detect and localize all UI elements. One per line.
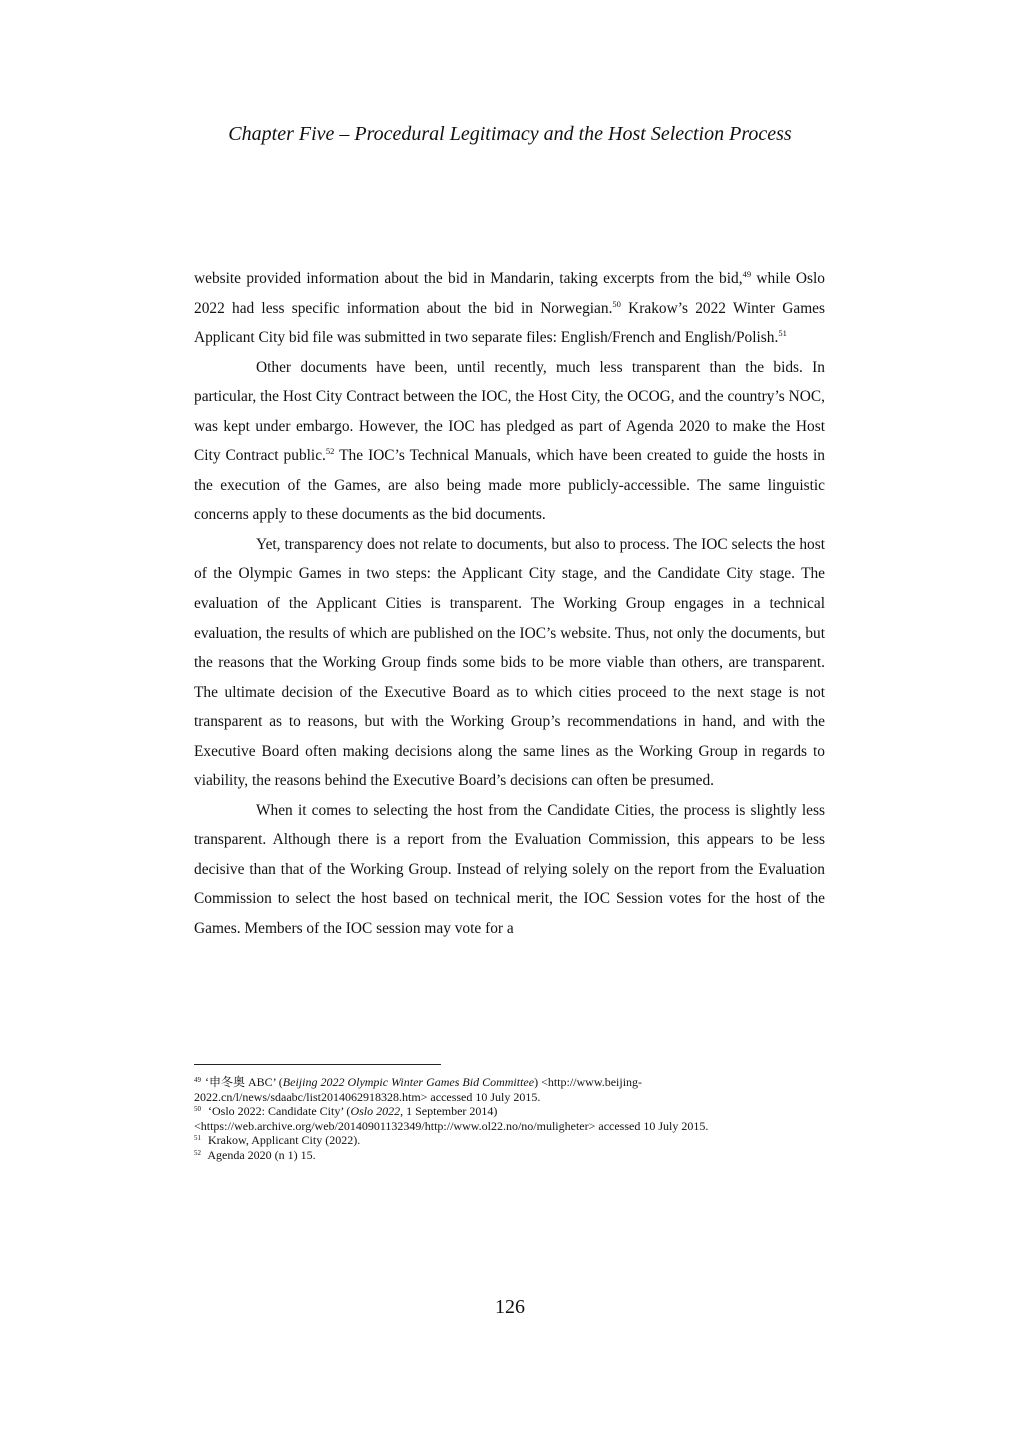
paragraph-4: When it comes to selecting the host from the Candidate Cities, the process is slightly less transparent. Although there is a report from the Evaluation Commission, this appears to be less decisive than that of the Working Group. Instead of relying solely on the report from the Evaluation Commission to select the host based on technical merit, the IOC Session votes for the host of the Games. Members of the IOC session may vote for a	[194, 801, 825, 938]
footnote-50	[194, 1104, 834, 1133]
footnote-number: 50	[194, 1105, 201, 1113]
footnote-49	[194, 1075, 834, 1104]
paragraph-2	[194, 353, 825, 530]
paragraph-2-part-b: The IOC’s Technical Manuals, which have been created to guide the hosts in the execution of the Games, are also being made more publicly-accessible. The same linguistic concerns apply to these documents as the bid documents.	[194, 447, 825, 524]
footnote-ref-49: 49	[742, 269, 752, 279]
body-text	[194, 264, 825, 944]
paragraph-1-part-b: while Oslo 2022 had less specific information about the bid in Norwegian.	[194, 270, 825, 317]
footnote-number: 51	[194, 1134, 201, 1142]
running-header: Chapter Five – Procedural Legitimacy and the Host Selection Process	[228, 123, 792, 145]
footnote-52	[194, 1148, 834, 1163]
footnote-text: ) <http://www.beijing-2022.cn/l/news/sdaabc/list2014062918328.htm> accessed 10 July 2015.	[194, 1075, 643, 1104]
footnote-ref-51: 51	[778, 328, 787, 339]
paragraph-1-part-c: Krakow’s 2022 Winter Games Applicant City bid file was submitted in two separate files: English/French and English/Polish.	[194, 299, 825, 347]
footnote-italic-title: Beijing 2022 Olympic Winter Games Bid Committee	[282, 1075, 535, 1089]
footnote-text: Krakow, Applicant City (2022).	[205, 1133, 361, 1147]
footnote-51	[194, 1133, 834, 1148]
footnote-ref-50: 50	[612, 298, 621, 309]
footnote-text: Agenda 2020 (n 1) 15.	[205, 1147, 316, 1162]
footnote-number: 52	[194, 1148, 201, 1157]
page-number: 126	[495, 1296, 525, 1318]
footnote-divider	[194, 1064, 441, 1065]
footnotes	[194, 1075, 834, 1162]
paragraph-2-part-a: Other documents have been, until recently, much less transparent than the bids. In particular, the Host City Contract between the IOC, the Host City, the OCOG, and the country’s NOC, was kept under embargo. However, the IOC has pledged as part of Agenda 2020 to make the Host City Contract public.	[194, 358, 825, 465]
paragraph-1-part-a: website provided information about the bid in Mandarin, taking excerpts from the bid,	[194, 270, 743, 287]
footnote-text: , 1 September 2014) <https://web.archive.org/web/20140901132349/http://www.ol22.no/no/muligheter> accessed 10 July 2015.	[194, 1104, 709, 1133]
paragraph-3: Yet, transparency does not relate to documents, but also to process. The IOC selects the host of the Olympic Games in two steps: the Applicant City stage, and the Candidate City stage. The evaluation of the Applicant Cities is transparent. The Working Group engages in a technical evaluation, the results of which are published on the IOC’s website. Thus, not only the documents, but the reasons that the Working Group finds some bids to be more viable than others, are transparent. The ultimate decision of the Executive Board as to which cities proceed to the next stage is not transparent as to reasons, but with the Working Group’s recommendations in hand, and with the Executive Board often making decisions along the same lines as the Working Group in regards to viability, the reasons behind the Executive Board’s decisions can often be presumed.	[194, 535, 825, 790]
footnote-italic-title: Oslo 2022	[350, 1104, 401, 1118]
footnote-text: ‘申冬奥 ABC’ (	[205, 1075, 283, 1089]
paragraph-1	[194, 264, 825, 353]
footnote-text: ‘Oslo 2022: Candidate City’ (	[205, 1104, 351, 1118]
footnote-number: 49	[194, 1076, 201, 1084]
footnote-ref-52: 52	[325, 446, 335, 457]
